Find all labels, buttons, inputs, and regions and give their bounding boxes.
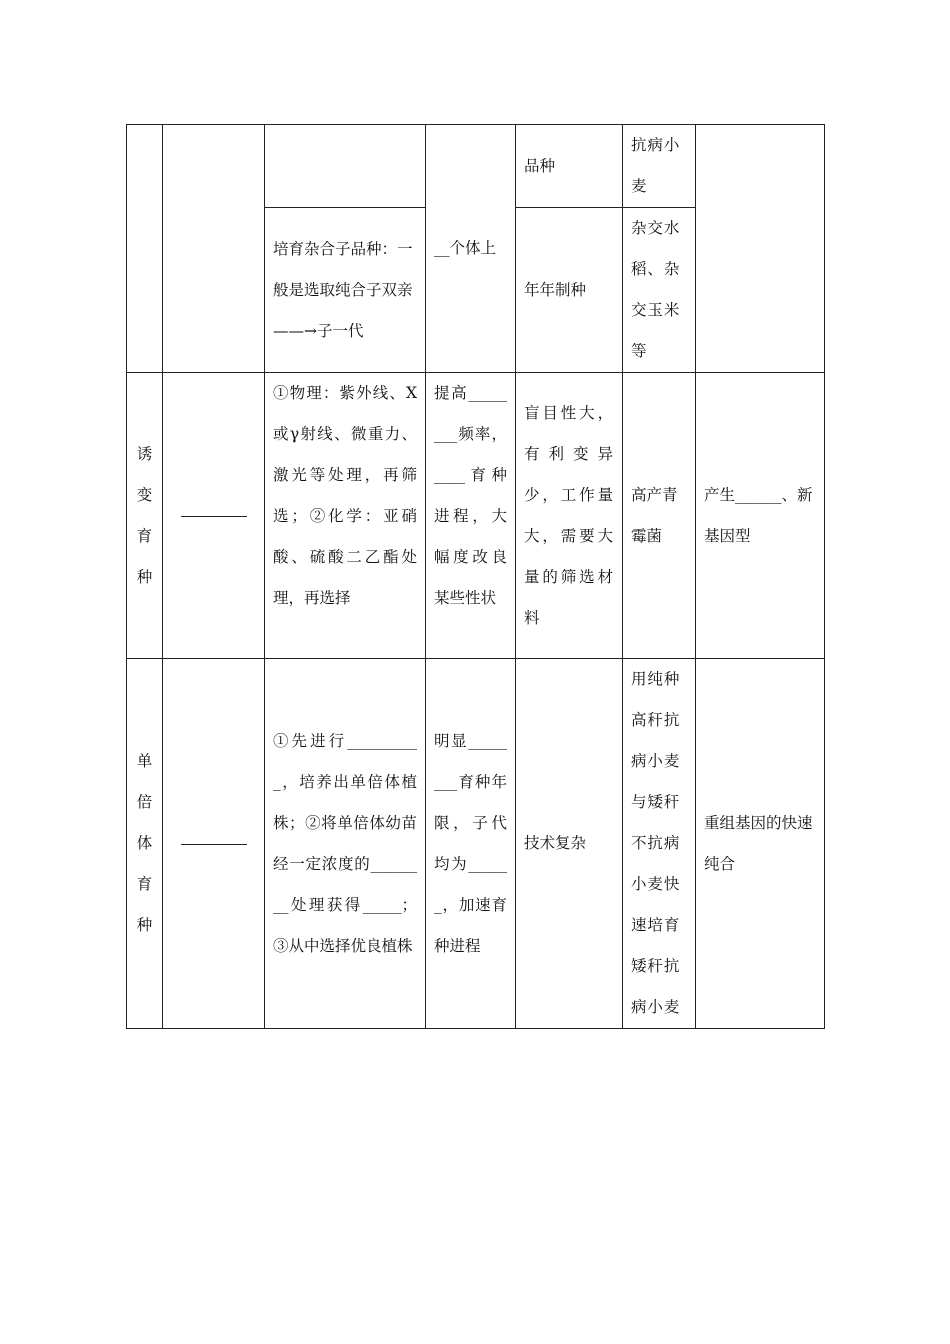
row3-name-char: 种: [136, 916, 153, 934]
row1-bottom-method-cell: 培育杂合子品种：一般是选取纯合子双亲——→子一代: [265, 208, 426, 373]
row3-example-cell: 用纯种高秆抗病小麦与矮秆不抗病小麦快速培育矮秆抗病小麦: [623, 659, 696, 1029]
row3-name-char: 倍: [136, 793, 153, 811]
row2-name-char: 育: [136, 526, 153, 545]
row2-principle-blank: [181, 515, 247, 517]
row3-principle-cell: [163, 659, 265, 1029]
row2-principle-cell: [163, 373, 265, 659]
row1-bottom-example-cell: 杂交水稻、杂交玉米等: [623, 208, 696, 373]
row2-disadvantage-cell: 盲目性大，有利变异少，工作量大，需要大量的筛选材料: [516, 373, 623, 659]
row1-advantage-cell: __个体上: [426, 125, 516, 373]
row3-essence-cell: 重组基因的快速纯合: [696, 659, 825, 1029]
table-row: [127, 659, 825, 1029]
row3-disadvantage-cell: 技术复杂: [516, 659, 623, 1029]
row3-name-char: 体: [136, 834, 153, 852]
row2-name-cell: [127, 373, 163, 659]
row1-bottom-variety-cell: 年年制种: [516, 208, 623, 373]
row3-name-cell: [127, 659, 163, 1029]
table-row: [127, 125, 825, 208]
breeding-methods-table: [126, 124, 825, 1029]
row1-top-example-cell: 抗病小麦: [623, 125, 696, 208]
row1-essence-cell: [696, 125, 825, 373]
row1-top-method-cell: [265, 125, 426, 208]
row2-advantage-cell: 提高________频率，____育种进程，大幅度改良某些性状: [426, 373, 516, 659]
row2-essence-cell: 产生______、新基因型: [696, 373, 825, 659]
row2-method-cell: ①物理：紫外线、X或γ射线、微重力、激光等处理，再筛选；②化学：亚硝酸、硫酸二乙酯处理，再选择: [265, 373, 426, 659]
row2-name-char: 诱: [136, 444, 153, 463]
row1-top-variety-cell: 品种: [516, 125, 623, 208]
row1-principle-cell: [163, 125, 265, 373]
table-row: [127, 373, 825, 659]
row3-principle-blank: [181, 843, 247, 845]
row3-method-cell: ①先进行__________，培养出单倍体植株；②将单倍体幼苗经一定浓度的________处理获得_____；③从中选择优良植株: [265, 659, 426, 1029]
row2-name-char: 种: [136, 567, 153, 586]
row3-name-char: 单: [136, 752, 153, 770]
row2-example-cell: 高产青霉菌: [623, 373, 696, 659]
row2-name-char: 变: [136, 485, 153, 504]
row3-name-char: 育: [136, 875, 153, 893]
row1-name-cell: [127, 125, 163, 373]
row3-advantage-cell: 明显________育种年限，子代均为______，加速育种进程: [426, 659, 516, 1029]
